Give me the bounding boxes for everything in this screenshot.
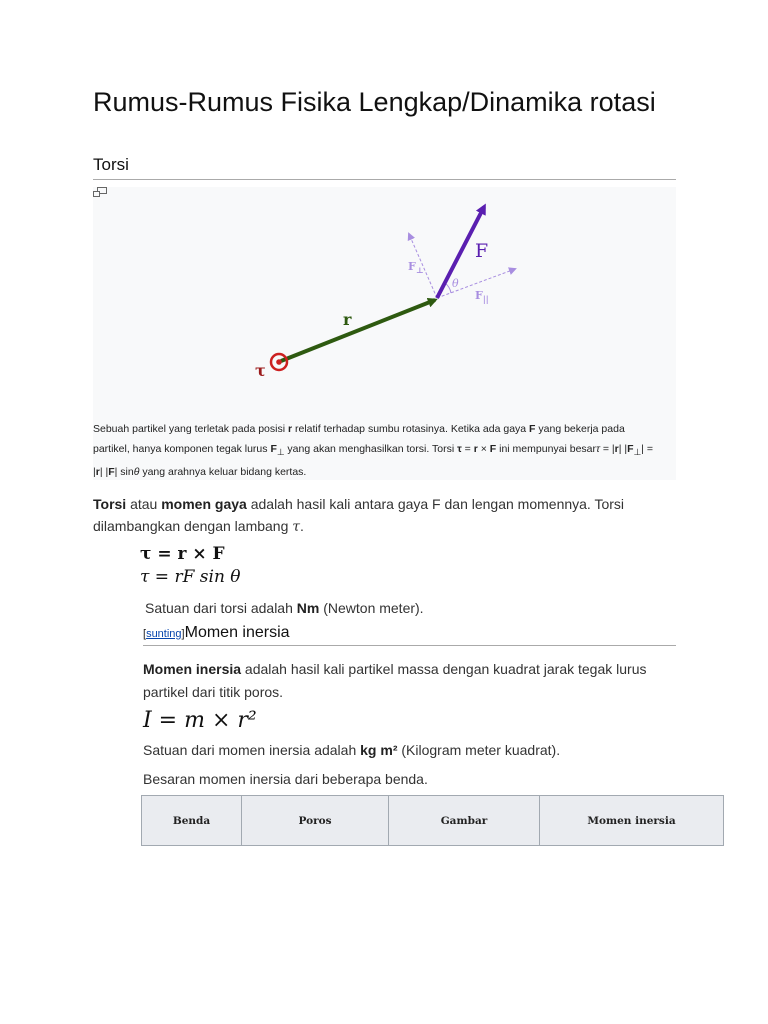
header-benda: Benda bbox=[142, 796, 242, 846]
inertia-table bbox=[141, 795, 724, 846]
label-perp: $F_\perp$ bbox=[408, 260, 424, 275]
header-gambar: Gambar bbox=[389, 796, 540, 846]
torsi-unit-text: Satuan dari torsi adalah Nm (Newton meter). bbox=[145, 600, 424, 616]
label-r: r bbox=[343, 310, 352, 329]
torque-vector-formula: τ = r × F bbox=[140, 544, 225, 564]
edit-section-link: [sunting] bbox=[143, 628, 185, 640]
torsi-paragraph: Torsi atau momen gaya adalah hasil kali antara gaya F dan lengan momennya. Torsi dilambangkan dengan lambang τ. bbox=[93, 496, 625, 535]
page-title: Rumus-Rumus Fisika Lengkap/Dinamika rotasi bbox=[93, 87, 656, 117]
torque-figure bbox=[93, 187, 676, 480]
momen-heading-text: Momen inersia bbox=[184, 624, 290, 641]
section-heading-torsi: Torsi bbox=[93, 155, 676, 180]
momen-inersia-paragraph: Momen inersia adalah hasil kali partikel massa dengan kuadrat jarak tegak lurus partikel dari titik poros. bbox=[143, 661, 647, 700]
besaran-text: Besaran momen inersia dari beberapa benda. bbox=[143, 771, 428, 787]
position-vector-r bbox=[281, 300, 435, 361]
label-theta: θ bbox=[452, 277, 459, 290]
section-heading-momen-inersia bbox=[143, 624, 676, 646]
header-poros: Poros bbox=[242, 796, 389, 846]
enlarge-icon[interactable] bbox=[93, 187, 107, 197]
torque-dot-icon bbox=[276, 359, 282, 365]
inertia-unit-text: Satuan dari momen inersia adalah kg m² (Kilogram meter kuadrat). bbox=[143, 742, 561, 758]
figure-caption: Sebuah partikel yang terletak pada posisi r relatif terhadap sumbu rotasinya. Ketika ada gaya F yang bekerja pada partikel, hanya komponen tegak lurus $F_\perp$ yang akan menghasilkan torsi. Torsi τ = r × F ini mempunyai besarτ = |r| $|F_\perp| = |r|$ |F| sinθ yang arahnya keluar bidang kertas. bbox=[93, 423, 653, 479]
torque-scalar-formula: τ = rF sin θ bbox=[140, 567, 241, 587]
label-parallel: $F_{||}$ bbox=[475, 289, 489, 304]
label-tau: τ bbox=[255, 361, 266, 380]
header-momen-inersia: Momen inersia bbox=[540, 796, 724, 846]
edit-link[interactable]: sunting bbox=[146, 628, 182, 640]
label-force: F bbox=[475, 240, 489, 262]
inertia-formula: I = m × r² bbox=[143, 708, 257, 733]
torque-diagram bbox=[93, 187, 676, 417]
table-header-row bbox=[142, 796, 724, 846]
